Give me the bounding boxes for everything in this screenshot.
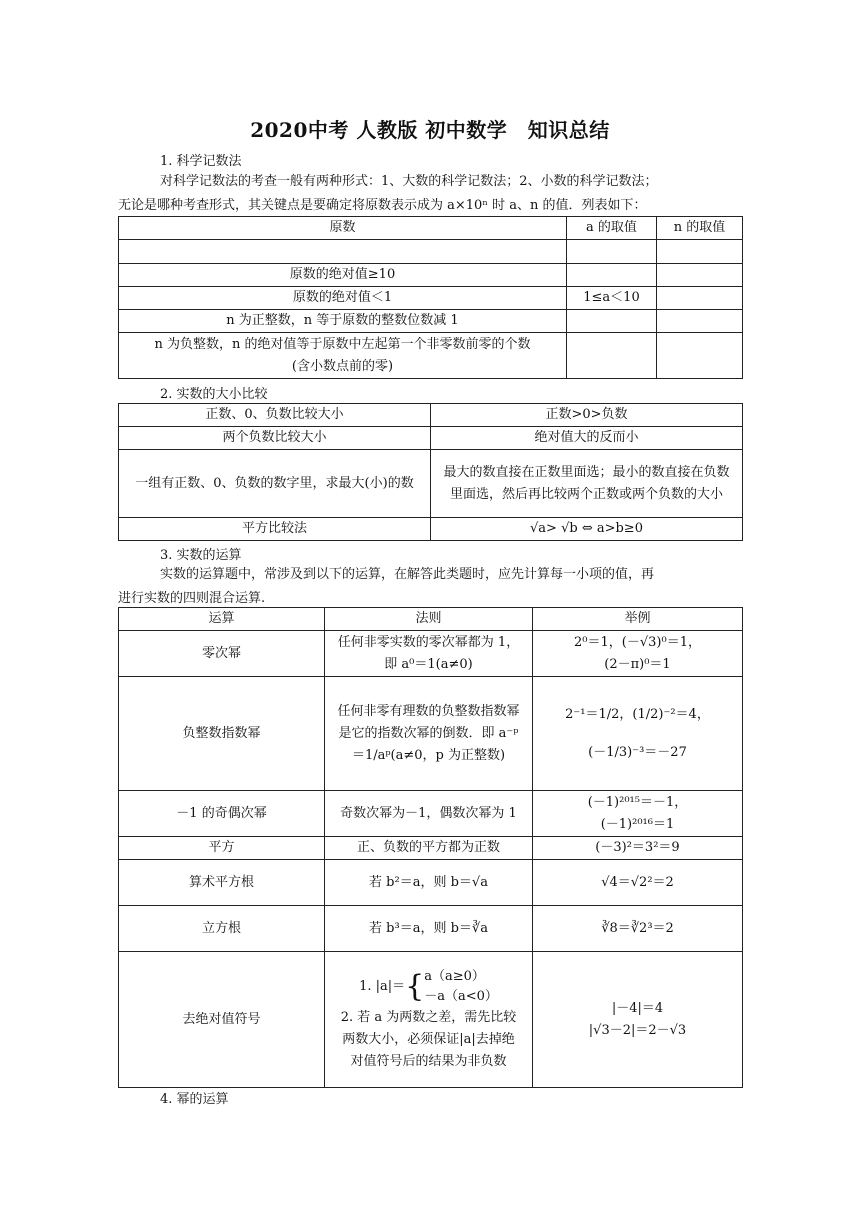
table-cell: [657, 310, 743, 333]
example-line: (2－π)⁰＝1: [604, 656, 671, 672]
example-line: (－1)²⁰¹⁵＝－1，: [587, 794, 688, 810]
table-cell: [657, 287, 743, 310]
scientific-notation-table: [118, 216, 743, 379]
real-number-operations-table: [118, 607, 743, 1088]
example-line: |－4|＝4: [611, 1000, 664, 1016]
table-header-row: [119, 217, 743, 240]
table-cell: [657, 333, 743, 379]
table-cell: [119, 240, 567, 264]
header-cell: 法则: [325, 608, 533, 631]
header-cell: 运算: [119, 608, 325, 631]
operation-cell: 平方: [119, 837, 325, 860]
case-line: a（a≥0）: [424, 968, 485, 984]
example-line: (－1)²⁰¹⁶＝1: [600, 816, 675, 832]
table-row: [119, 677, 743, 791]
table-cell: [567, 264, 657, 287]
table-header-row: [119, 608, 743, 631]
table-row: [119, 427, 743, 450]
rule-cell: 奇数次幂为－1，偶数次幂为 1: [325, 791, 533, 837]
header-cell: n 的取值: [657, 217, 743, 240]
header-cell: 举例: [533, 608, 743, 631]
rule-cell: 任何非零实数的零次幂都为 1，即 a⁰＝1(a≠0): [325, 631, 533, 677]
example-cell: [533, 791, 743, 837]
case-line: －a（a<0）: [424, 988, 498, 1004]
section-3-paragraph: [118, 563, 742, 611]
section-3-heading: 3. 实数的运算: [160, 548, 242, 563]
example-cell: √4＝√2²＝2: [533, 860, 743, 906]
left-brace-icon: {: [405, 968, 425, 1004]
table-row: [119, 264, 743, 287]
table-row: [119, 791, 743, 837]
cell-line: (含小数点前的零): [291, 358, 394, 374]
table-row: [119, 240, 743, 264]
table-cell: 一组有正数、0、负数的数字里，求最大(小)的数: [119, 450, 431, 518]
operation-cell: 去绝对值符号: [119, 952, 325, 1088]
table-cell: [657, 240, 743, 264]
real-number-comparison-table: [118, 403, 743, 541]
cases-prefix: 1. |a|＝: [359, 978, 406, 994]
table-row: [119, 906, 743, 952]
operation-cell: 负整数指数幂: [119, 677, 325, 791]
section-3-para-line-2: 进行实数的四则混合运算.: [118, 591, 266, 606]
operation-cell: 立方根: [119, 906, 325, 952]
table-row: [119, 518, 743, 541]
table-row: [119, 404, 743, 427]
table-row: [119, 837, 743, 860]
example-cell: [533, 631, 743, 677]
table-cell: 原数的绝对值≥10: [119, 264, 567, 287]
example-line: (－1/3)⁻³＝－27: [588, 744, 687, 760]
operation-cell: －1 的奇偶次幂: [119, 791, 325, 837]
table-cell: [567, 333, 657, 379]
absolute-value-cases: [359, 967, 498, 1007]
table-row: [119, 952, 743, 1088]
example-line: 2⁰＝1，(－√3)⁰＝1，: [574, 634, 701, 650]
rule-cell: 若 b³＝a，则 b＝∛a: [325, 906, 533, 952]
rule-text: 2. 若 a 为两数之差，需先比较两数大小，必须保证|a|去掉绝对值符号后的结果为非负数: [340, 1009, 517, 1069]
table-cell: n 为正整数，n 等于原数的整数位数减 1: [119, 310, 567, 333]
table-row: [119, 631, 743, 677]
table-cell: 平方比较法: [119, 518, 431, 541]
rule-cell: [325, 952, 533, 1088]
page-title: 2020中考 人教版 初中数学 知识总结: [250, 118, 610, 142]
cases-list: [424, 967, 498, 1007]
rule-cell: 任何非零有理数的负整数指数幂是它的指数次幂的倒数．即 a⁻ᵖ＝1/aᵖ(a≠0，p 为正整数): [325, 677, 533, 791]
header-cell: a 的取值: [567, 217, 657, 240]
example-cell: (－3)²＝3²＝9: [533, 837, 743, 860]
table-cell: 两个负数比较大小: [119, 427, 431, 450]
table-cell: 最大的数直接在正数里面选；最小的数直接在负数里面选，然后再比较两个正数或两个负数的大小: [431, 450, 743, 518]
table-row: [119, 860, 743, 906]
table-cell: 原数的绝对值＜1: [119, 287, 567, 310]
section-1-heading: 1. 科学记数法: [160, 154, 242, 169]
table-row: [119, 333, 743, 379]
cell-line: n 为负整数，n 的绝对值等于原数中左起第一个非零数前零的个数: [154, 336, 531, 352]
example-cell: [533, 952, 743, 1088]
example-cell: ∛8＝∛2³＝2: [533, 906, 743, 952]
operation-cell: 算术平方根: [119, 860, 325, 906]
table-cell: √a> √b ⇔ a>b≥0: [431, 518, 743, 541]
section-3-para-line-1: 实数的运算题中，常涉及到以下的运算，在解答此类题时，应先计算每一小项的值，再: [160, 567, 655, 582]
section-2-heading: 2. 实数的大小比较: [160, 387, 268, 402]
table-cell: 1≤a＜10: [567, 287, 657, 310]
header-cell: 原数: [119, 217, 567, 240]
table-cell-multiline: [119, 333, 567, 379]
table-cell: [657, 264, 743, 287]
section-1-para-line-1: 对科学记数法的考查一般有两种形式：1、大数的科学记数法；2、小数的科学记数法；: [160, 174, 658, 189]
section-4-heading: 4. 幂的运算: [160, 1092, 229, 1107]
table-row: [119, 450, 743, 518]
table-row: [119, 310, 743, 333]
section-1-para-line-2: 无论是哪种考查形式，其关键点是要确定将原数表示成为 a×10ⁿ 时 a、n 的值．列表如下：: [118, 198, 647, 213]
table-cell: [567, 310, 657, 333]
table-cell: 绝对值大的反而小: [431, 427, 743, 450]
operation-cell: 零次幂: [119, 631, 325, 677]
example-line: 2⁻¹＝1/2，(1/2)⁻²＝4，: [565, 706, 710, 722]
table-cell: 正数>0>负数: [431, 404, 743, 427]
table-cell: 正数、0、负数比较大小: [119, 404, 431, 427]
example-cell: [533, 677, 743, 791]
example-line: |√3－2|＝2－√3: [588, 1022, 687, 1038]
table-row: [119, 287, 743, 310]
rule-cell: 若 b²＝a，则 b＝√a: [325, 860, 533, 906]
table-cell: [567, 240, 657, 264]
section-1-paragraph: [118, 170, 742, 218]
rule-cell: 正、负数的平方都为正数: [325, 837, 533, 860]
